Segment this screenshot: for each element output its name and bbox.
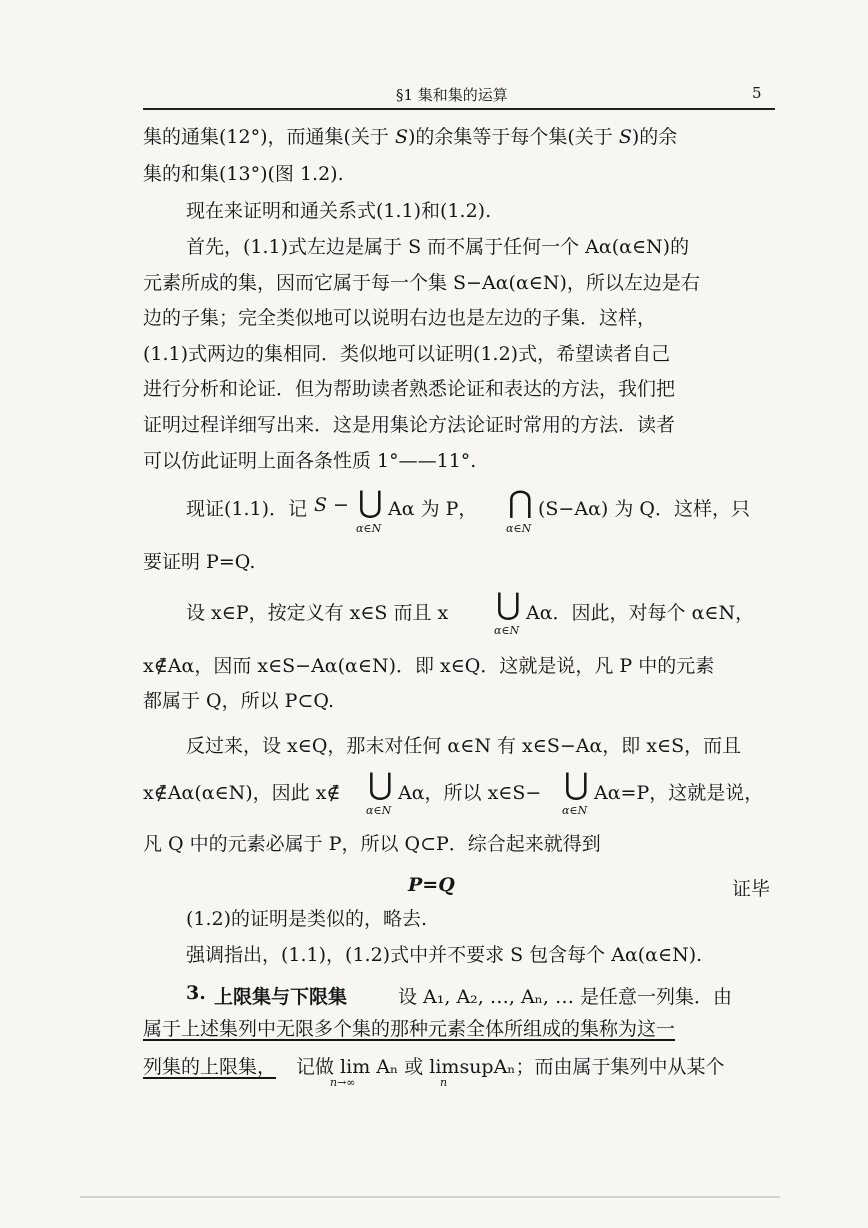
- union-symbol: ⋃: [358, 485, 383, 520]
- text-line: 设 A₁, A₂, …, Aₙ, … 是任意一列集．由: [398, 986, 733, 1008]
- text-line: Aα，所以 x∈S−: [398, 782, 542, 804]
- text-line: 现证(1.1)．记: [186, 498, 308, 520]
- text-line: 反过来，设 x∈Q，那末对任何 α∈N 有 x∈S−Aα，即 x∈S，而且: [186, 735, 742, 757]
- scan-artifact: [80, 1196, 780, 1198]
- text-line: Aα=P，这就是说，: [594, 782, 764, 804]
- limit-index: n→∞: [330, 1076, 356, 1089]
- text-line: 集的和集(13°)(图 1.2).: [143, 163, 344, 185]
- intersection-index: α∈N: [506, 522, 532, 535]
- text-line: (S−Aα) 为 Q．这样，只: [538, 498, 750, 520]
- running-header: §1 集和集的运算: [396, 86, 508, 104]
- text-line-underlined: 属于上述集列中无限多个集的那种元素全体所组成的集称为这一: [143, 1018, 676, 1040]
- intersection-symbol: ⋂: [508, 485, 533, 520]
- text-line: (1.1)式两边的集相同．类似地可以证明(1.2)式，希望读者自己: [143, 343, 671, 365]
- text-line-underlined: 列集的上限集，: [143, 1056, 277, 1078]
- union-index: α∈N: [366, 804, 392, 817]
- qed-mark: 证毕: [732, 878, 771, 900]
- text-line: 可以仿此证明上面各条性质 1°——11°.: [143, 450, 477, 472]
- text-line: Aα 为 P，: [388, 498, 478, 520]
- text-line: x∉̄Aα(α∈N)，因此 x∉̄: [143, 782, 341, 804]
- page-number: 5: [752, 84, 762, 102]
- union-index: α∈N: [494, 624, 520, 637]
- union-index: α∈N: [356, 522, 382, 535]
- text-line: 记做 lim Aₙ 或 limsupAₙ；而由属于集列中从某个: [296, 1056, 725, 1078]
- text-line: (1.2)的证明是类似的，略去.: [186, 908, 428, 930]
- text-line: 设 x∈P，按定义有 x∈S 而且 x: [186, 602, 449, 624]
- text-line: 强调指出，(1.1)，(1.2)式中并不要求 S 包含每个 Aα(α∈N).: [186, 944, 703, 966]
- union-symbol: ⋃: [564, 767, 589, 802]
- section-heading: 上限集与下限集: [214, 986, 348, 1008]
- union-symbol: ⋃: [368, 767, 393, 802]
- limit-index: n: [440, 1076, 448, 1089]
- math-expression: S −: [314, 494, 349, 516]
- display-equation: P=Q: [408, 874, 455, 896]
- text-line: 进行分析和论证．但为帮助读者熟悉论证和表达的方法，我们把: [143, 378, 676, 400]
- text-line: 凡 Q 中的元素必属于 P，所以 Q⊂P．综合起来就得到: [143, 833, 601, 855]
- text-line: 边的子集；完全类似地可以说明右边也是左边的子集．这样，: [143, 307, 657, 329]
- text-line: x∉̄Aα，因而 x∈S−Aα(α∈N)．即 x∈Q．这就是说，凡 P 中的元素: [143, 655, 715, 677]
- text-line: 现在来证明和通关系式(1.1)和(1.2).: [186, 200, 492, 222]
- section-number: 3.: [186, 982, 206, 1004]
- union-index: α∈N: [562, 804, 588, 817]
- text-line: 首先，(1.1)式左边是属于 S 而不属于任何一个 Aα(α∈N)的: [186, 236, 690, 258]
- text-line: 元素所成的集，因而它属于每一个集 S−Aα(α∈N)，所以左边是右: [143, 272, 700, 294]
- text-line: Aα．因此，对每个 α∈N，: [526, 602, 755, 624]
- text-line: 要证明 P=Q.: [143, 551, 256, 573]
- text-line: 都属于 Q，所以 P⊂Q.: [143, 690, 335, 712]
- union-symbol: ⋃: [496, 587, 521, 622]
- header-rule: [143, 108, 775, 110]
- text-line: 集的通集(12°)，而通集(关于 𝑆)的余集等于每个集(关于 𝑆)的余: [143, 126, 678, 148]
- text-line: 证明过程详细写出来．这是用集论方法论证时常用的方法．读者: [143, 414, 676, 436]
